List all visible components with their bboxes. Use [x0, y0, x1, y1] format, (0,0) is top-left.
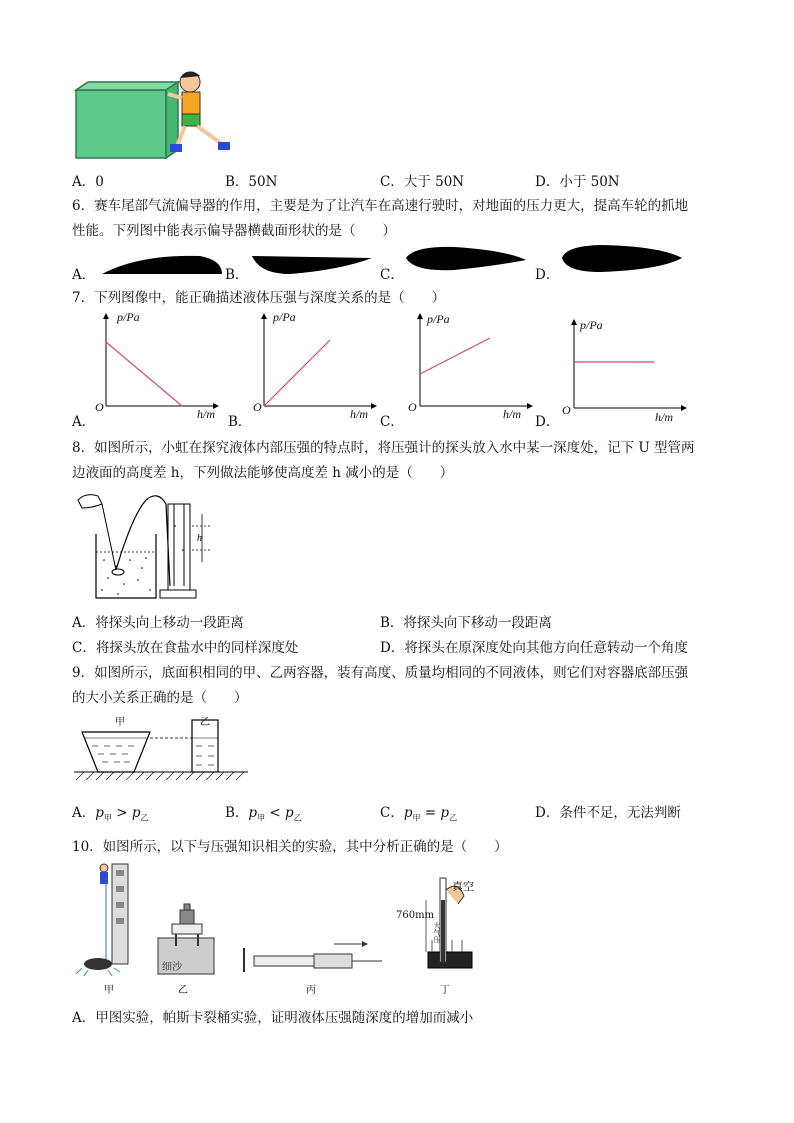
q9-c-sub1: 甲 — [412, 813, 421, 823]
q9-option-a-label: A． — [72, 805, 96, 821]
q7-d-ylabel: p/Pa — [580, 318, 603, 332]
q9-a-p2: p — [131, 805, 141, 821]
q7-graph-d — [556, 316, 691, 420]
q7-d-xlabel: h/m — [655, 410, 673, 424]
q7-b-origin: O — [253, 400, 262, 414]
q6-shape-b — [250, 250, 375, 282]
q8-option-d: D．将探头在原深度处向其他方向任意转动一个角度 — [380, 640, 688, 656]
q7-c-xlabel: h/m — [503, 407, 521, 421]
q10-label-air: 大气压 — [433, 922, 441, 943]
q7-a-origin: O — [95, 400, 104, 414]
q7-graph-b — [246, 310, 381, 420]
q9-option-b-label: B． — [225, 805, 249, 821]
q5-option-c: C．大于 50N — [380, 174, 465, 190]
q9-b-sub1: 甲 — [257, 813, 266, 823]
q7-c-origin: O — [408, 400, 417, 414]
q7-option-a: A． — [72, 414, 96, 430]
q9-c-sub2: 乙 — [449, 813, 458, 823]
q8-figure-pressure-gauge — [72, 486, 232, 604]
q10-label-vacuum: 真空 — [452, 880, 474, 893]
q8-stem-line2: 边液面的高度差 h，下列做法能够使高度差 h 减小的是（ ） — [72, 465, 454, 481]
q10-label-jia: 甲 — [104, 985, 114, 996]
q6-option-b: B． — [225, 267, 249, 283]
q7-b-ylabel: p/Pa — [273, 310, 296, 324]
q10-label-ding: 丁 — [440, 985, 450, 996]
q8-figure-h-label: h — [197, 533, 202, 544]
q7-option-c: C． — [380, 414, 404, 430]
q8-option-c: C．将探头放在食盐水中的同样深度处 — [72, 640, 299, 656]
q7-a-ylabel: p/Pa — [117, 310, 140, 324]
q9-stem-line1: 9．如图所示，底面积相同的甲、乙两容器，装有高度、质量均相同的不同液体，则它们对容器底部压强 — [72, 665, 689, 681]
q10-figures — [72, 860, 492, 990]
q8-stem-line1: 8．如图所示，小虹在探究液体内部压强的特点时，将压强计的探头放入水中某一深度处，记下 U 型管两 — [72, 440, 695, 456]
q6-option-c: C． — [380, 267, 404, 283]
q6-shape-a — [100, 248, 225, 280]
q9-c-sym: = — [424, 805, 437, 821]
q9-option-a — [72, 801, 148, 824]
q6-shape-d — [560, 242, 685, 276]
q5-figure-box-push — [72, 62, 252, 162]
q7-option-d: D． — [535, 414, 560, 430]
q7-b-xlabel: h/m — [350, 407, 368, 421]
q7-stem: 7．下列图像中，能正确描述液体压强与深度关系的是（ ） — [72, 290, 446, 306]
q9-a-sub2: 乙 — [140, 813, 149, 823]
q6-option-a: A． — [72, 267, 96, 283]
q10-label-sand: 细沙 — [162, 962, 182, 973]
q10-stem: 10．如图所示，以下与压强知识相关的实验，其中分析正确的是（ ） — [72, 839, 508, 855]
q9-a-sym: > — [116, 805, 128, 821]
q5-option-d: D．小于 50N — [535, 174, 620, 190]
q10-label-bing: 丙 — [306, 985, 316, 996]
q6-option-d: D． — [535, 267, 560, 283]
q9-figure-label-jia: 甲 — [115, 717, 125, 728]
q7-d-origin: O — [562, 403, 571, 417]
q9-b-sym: < — [269, 805, 281, 821]
q5-option-a: A．0 — [72, 174, 104, 190]
q10-label-yi: 乙 — [178, 985, 188, 996]
q9-c-p1: p — [403, 805, 413, 821]
q7-graph-a — [88, 310, 223, 420]
q9-b-p1: p — [248, 805, 258, 821]
q9-a-p1: p — [95, 805, 104, 821]
q9-option-d: D．条件不足，无法判断 — [535, 805, 681, 821]
q6-stem-line2: 性能。下列图中能表示偏导器横截面形状的是（ ） — [72, 223, 396, 239]
q10-option-a: A．甲图实验，帕斯卡裂桶实验，证明液体压强随深度的增加而减小 — [72, 1010, 474, 1026]
q9-figure-containers — [72, 710, 252, 782]
q7-a-xlabel: h/m — [197, 407, 215, 421]
q9-figure-label-yi: 乙 — [200, 717, 210, 728]
q7-option-b: B． — [228, 414, 252, 430]
q9-a-sub1: 甲 — [103, 813, 112, 823]
q9-option-b — [225, 801, 302, 824]
q7-c-ylabel: p/Pa — [427, 312, 450, 326]
q6-shape-c — [404, 244, 529, 276]
q9-option-c — [380, 801, 457, 824]
q8-option-a: A．将探头向上移动一段距离 — [72, 615, 244, 631]
q10-label-760mm: 760mm — [396, 910, 435, 921]
q6-stem-line1: 6．赛车尾部气流偏导器的作用，主要是为了让汽车在高速行驶时，对地面的压力更大，提高车轮的抓地 — [72, 198, 689, 214]
q5-option-b: B．50N — [225, 174, 278, 190]
q8-option-b: B．将探头向下移动一段距离 — [380, 615, 552, 631]
q9-c-p2: p — [440, 805, 450, 821]
q9-b-sub2: 乙 — [293, 813, 302, 823]
q9-option-c-label: C． — [380, 805, 404, 821]
q7-graph-c — [402, 310, 537, 420]
q9-stem-line2: 的大小关系正确的是（ ） — [72, 690, 248, 706]
q9-b-p2: p — [284, 805, 294, 821]
